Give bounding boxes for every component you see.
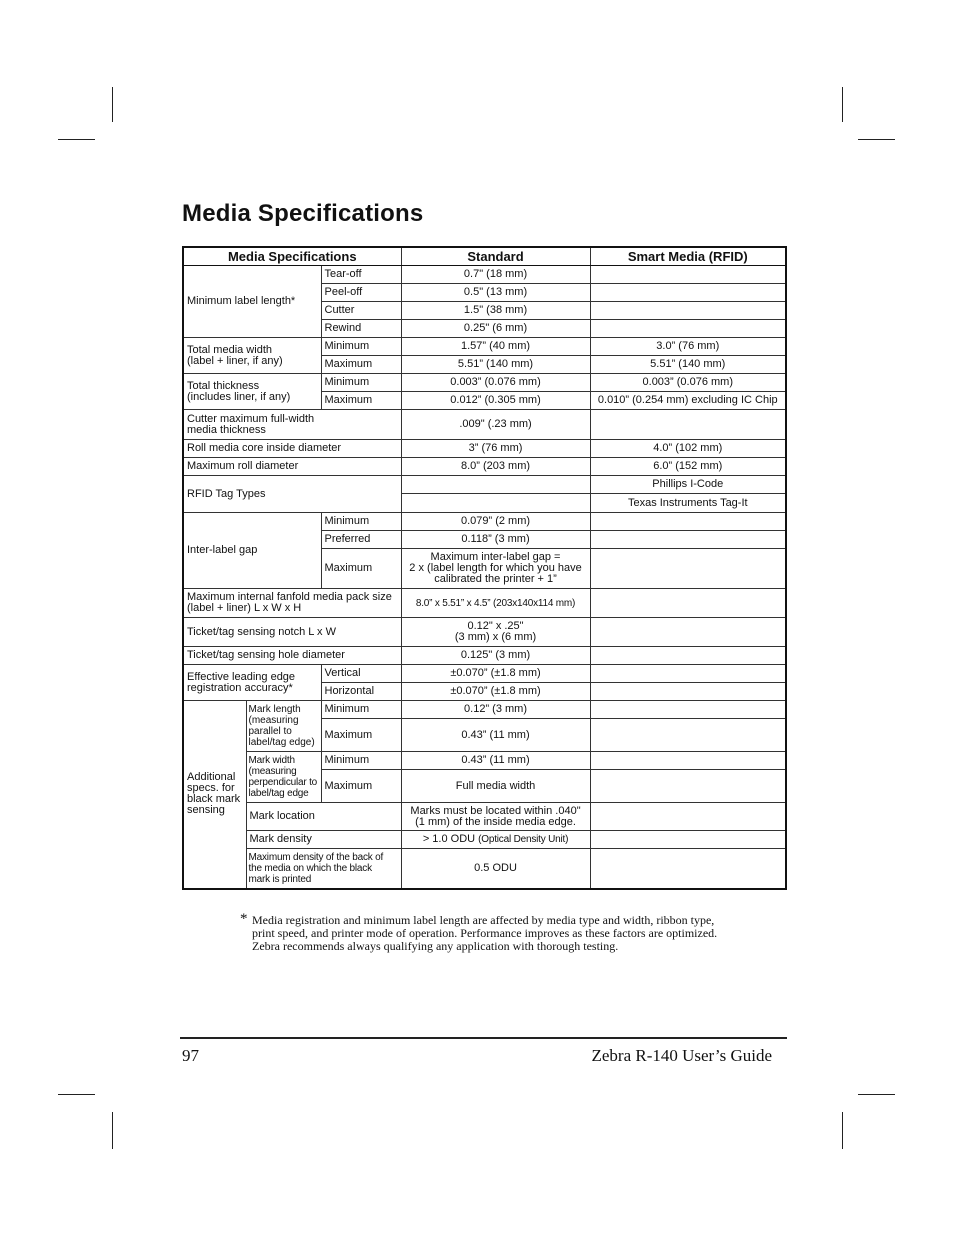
value-line: Marks must be located within .040"	[410, 804, 581, 817]
standard-value	[401, 831, 590, 849]
row-sublabel	[246, 701, 321, 752]
standard-value: 0.12” (3 mm)	[401, 701, 590, 719]
standard-value: 0.012” (0.305 mm)	[401, 392, 590, 410]
row-sublabel: Preferred	[321, 531, 401, 549]
rfid-value	[590, 266, 786, 284]
label-line: registration accuracy*	[187, 681, 293, 694]
label-line: Effective leading edge	[187, 670, 296, 683]
standard-value: 3” (76 mm)	[401, 440, 590, 458]
label-line: Mark length	[248, 704, 301, 715]
value-note: (Optical Density Unit)	[478, 834, 569, 845]
row-label	[183, 338, 321, 374]
table-row	[183, 665, 786, 683]
value-line: 2 x (label length for which you have	[409, 562, 582, 574]
rfid-value: 3.0” (76 mm)	[590, 338, 786, 356]
standard-value: 1.5" (38 mm)	[401, 302, 590, 320]
row-label: Maximum roll diameter	[183, 458, 401, 476]
standard-value	[401, 476, 590, 494]
crop-mark	[58, 1094, 95, 1095]
standard-value	[401, 618, 590, 647]
rfid-value: 4.0” (102 mm)	[590, 440, 786, 458]
row-sublabel: Minimum	[321, 513, 401, 531]
rfid-value: 0.003” (0.076 mm)	[590, 374, 786, 392]
rfid-value	[590, 589, 786, 618]
label-line: perpendicular to	[248, 777, 318, 788]
standard-value: ±0.070” (±1.8 mm)	[401, 665, 590, 683]
row-label: Minimum label length*	[183, 266, 321, 338]
row-sublabel: Minimum	[321, 752, 401, 770]
standard-value	[401, 803, 590, 831]
standard-value: 0.079” (2 mm)	[401, 513, 590, 531]
row-sublabel: Horizontal	[321, 683, 401, 701]
footnote-line: print speed, and printer mode of operation. Performance improves as these factors are optimized.	[252, 926, 718, 940]
table-row	[183, 701, 786, 719]
standard-value: 0.5 ODU	[401, 849, 590, 889]
label-line: media thickness	[187, 423, 266, 436]
label-line: parallel to	[248, 726, 292, 737]
label-line: Maximum internal fanfold media pack size	[187, 591, 392, 603]
crop-mark	[112, 87, 113, 122]
footnote-text	[252, 914, 780, 953]
standard-value: 5.51” (140 mm)	[401, 356, 590, 374]
standard-value: 0.43” (11 mm)	[401, 719, 590, 752]
rfid-value	[590, 647, 786, 665]
rfid-value	[590, 701, 786, 719]
row-sublabel: Tear-off	[321, 266, 401, 284]
rfid-value: 6.0” (152 mm)	[590, 458, 786, 476]
label-line: label/tag edge)	[248, 737, 315, 748]
standard-value: 0.43” (11 mm)	[401, 752, 590, 770]
label-line: (includes liner, if any)	[187, 390, 291, 403]
footnote	[240, 911, 780, 953]
row-sublabel: Maximum	[321, 719, 401, 752]
label-line: mark is printed	[248, 873, 312, 885]
table-row	[183, 476, 786, 494]
header-standard: Standard	[401, 247, 590, 266]
table-row	[183, 752, 786, 770]
label-line: Total thickness	[187, 379, 260, 392]
label-line: Maximum density of the back of	[248, 851, 384, 863]
label-line: Cutter maximum full-width	[187, 412, 315, 425]
table-row	[183, 513, 786, 531]
row-sublabel	[246, 849, 401, 889]
row-sublabel: Cutter	[321, 302, 401, 320]
row-label: Ticket/tag sensing notch L x W	[183, 618, 401, 647]
label-line: (measuring	[248, 715, 299, 726]
rfid-value	[590, 549, 786, 589]
table-row	[183, 803, 786, 831]
rfid-value	[590, 849, 786, 889]
table-row	[183, 266, 786, 284]
standard-value: 8.0” (203 mm)	[401, 458, 590, 476]
rfid-value	[590, 770, 786, 803]
standard-value	[401, 494, 590, 513]
footnote-line: Zebra recommends always qualifying any application with thorough testing.	[252, 939, 619, 953]
table-row	[183, 338, 786, 356]
rfid-value	[590, 284, 786, 302]
crop-mark	[112, 1112, 113, 1149]
table-row	[183, 647, 786, 665]
rfid-value	[590, 719, 786, 752]
table-row	[183, 589, 786, 618]
table-row	[183, 849, 786, 889]
footnote-line: Media registration and minimum label length are affected by media type and width, ribbon type,	[252, 913, 715, 927]
label-line: the media on which the black	[248, 862, 372, 874]
header-smart-media: Smart Media (RFID)	[590, 247, 786, 266]
standard-value: 0.003” (0.076 mm)	[401, 374, 590, 392]
row-sublabel: Mark location	[246, 803, 401, 831]
value-line: 0.12" x .25"	[467, 620, 524, 632]
row-label: RFID Tag Types	[183, 476, 401, 513]
standard-value: 0.5" (13 mm)	[401, 284, 590, 302]
footnote-asterisk: *	[240, 911, 248, 927]
crop-mark	[842, 1112, 843, 1149]
media-specifications-table	[182, 246, 787, 890]
crop-mark	[858, 1094, 895, 1095]
table-row	[183, 458, 786, 476]
page-title: Media Specifications	[182, 200, 424, 227]
rfid-value	[590, 513, 786, 531]
label-line: (label + liner, if any)	[187, 354, 283, 367]
row-sublabel: Maximum	[321, 549, 401, 589]
rfid-value: 0.010” (0.254 mm) excluding IC Chip	[590, 392, 786, 410]
value-line: calibrated the printer + 1”	[434, 573, 557, 585]
row-sublabel: Rewind	[321, 320, 401, 338]
standard-value: ±0.070” (±1.8 mm)	[401, 683, 590, 701]
value-line: Maximum inter-label gap =	[430, 551, 561, 563]
table-header-row	[183, 247, 786, 266]
row-label: Roll media core inside diameter	[183, 440, 401, 458]
value-line: (3 mm) x (6 mm)	[454, 631, 537, 643]
rfid-value	[590, 683, 786, 701]
rfid-value	[590, 302, 786, 320]
rfid-value	[590, 752, 786, 770]
standard-value: 0.25" (6 mm)	[401, 320, 590, 338]
row-label: Inter-label gap	[183, 513, 321, 589]
value-main: > 1.0 ODU	[422, 833, 479, 845]
standard-value: 1.57” (40 mm)	[401, 338, 590, 356]
table-row	[183, 618, 786, 647]
crop-mark	[842, 87, 843, 122]
row-sublabel: Peel-off	[321, 284, 401, 302]
table-row	[183, 410, 786, 440]
label-line: Additional	[187, 771, 236, 784]
page-number: 97	[182, 1046, 199, 1065]
standard-value: Full media width	[401, 770, 590, 803]
label-line: (measuring	[248, 766, 297, 777]
rfid-value	[590, 665, 786, 683]
standard-value: .009" (.23 mm)	[401, 410, 590, 440]
rfid-value	[590, 618, 786, 647]
row-sublabel: Minimum	[321, 338, 401, 356]
value-line: (1 mm) of the inside media edge.	[415, 815, 576, 828]
table-row	[183, 440, 786, 458]
row-sublabel: Mark density	[246, 831, 401, 849]
row-label	[183, 374, 321, 410]
row-sublabel: Vertical	[321, 665, 401, 683]
label-line: black mark	[187, 793, 241, 806]
label-line: Total media width	[187, 343, 272, 356]
standard-value: 0.125" (3 mm)	[401, 647, 590, 665]
label-line: (label + liner) L x W x H	[187, 602, 302, 614]
table-row	[183, 831, 786, 849]
footer-rule	[180, 1037, 787, 1039]
guide-title: Zebra R-140 User’s Guide	[591, 1046, 772, 1065]
row-label	[183, 701, 246, 889]
rfid-value	[590, 831, 786, 849]
row-sublabel: Maximum	[321, 392, 401, 410]
row-sublabel	[246, 752, 321, 803]
label-line: Mark width	[248, 755, 295, 766]
crop-mark	[58, 139, 95, 140]
label-line: label/tag edge	[248, 788, 309, 799]
row-sublabel: Maximum	[321, 770, 401, 803]
standard-value: 0.7" (18 mm)	[401, 266, 590, 284]
crop-mark	[858, 139, 895, 140]
row-sublabel: Maximum	[321, 356, 401, 374]
label-line: sensing	[187, 804, 225, 817]
label-line: specs. for	[187, 782, 235, 795]
header-media-specifications: Media Specifications	[183, 247, 401, 266]
row-label	[183, 410, 401, 440]
row-label: Ticket/tag sensing hole diameter	[183, 647, 401, 665]
table-row	[183, 374, 786, 392]
standard-value: 8.0” x 5.51” x 4.5” (203x140x114 mm)	[401, 589, 590, 618]
row-sublabel: Minimum	[321, 701, 401, 719]
rfid-value	[590, 803, 786, 831]
row-sublabel: Minimum	[321, 374, 401, 392]
rfid-value: Phillips I-Code	[590, 476, 786, 494]
standard-value: 0.118” (3 mm)	[401, 531, 590, 549]
rfid-value	[590, 410, 786, 440]
rfid-value	[590, 320, 786, 338]
row-label	[183, 589, 401, 618]
rfid-value: Texas Instruments Tag-It	[590, 494, 786, 513]
standard-value	[401, 549, 590, 589]
rfid-value	[590, 531, 786, 549]
rfid-value: 5.51” (140 mm)	[590, 356, 786, 374]
row-label	[183, 665, 321, 701]
